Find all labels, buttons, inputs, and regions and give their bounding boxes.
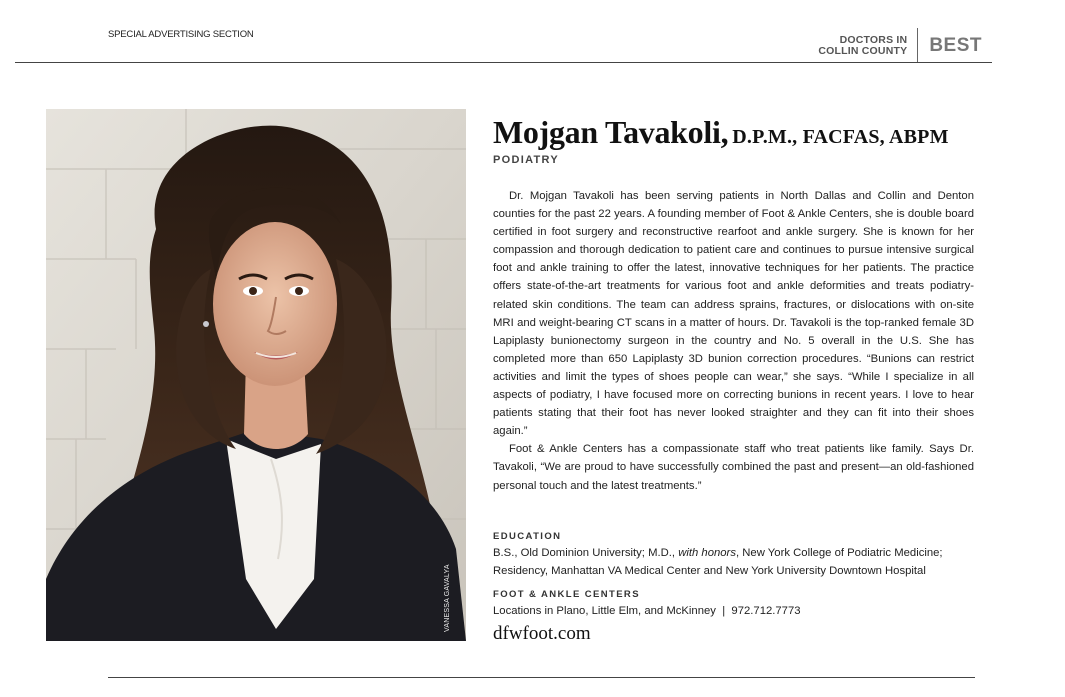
brand-line-2: COLLIN COUNTY — [818, 45, 908, 57]
education-honors: with honors — [678, 547, 736, 559]
education-label: EDUCATION — [493, 531, 562, 542]
brand-line-1: DOCTORS IN — [839, 34, 908, 46]
practice-phone[interactable]: 972.712.7773 — [731, 605, 801, 617]
doctor-name-heading — [493, 114, 949, 151]
brand-word: BEST — [929, 35, 982, 56]
bio-paragraph-1: Dr. Mojgan Tavakoli has been serving patients in North Dallas and Collin and Denton counties for the past 22 years. A founding member of Foot & Ankle Centers, she is double board certified in foot surgery and reconstructive rearfoot and ankle surgery. She is known for her compassion and thorough dedication to patient care and continues to pursue intensive surgical foot and ankle training to offer the latest, innovative techniques for her patients. The practice offers state-of-the-art treatments for various foot and ankle deformities and treats podiatry-related skin conditions. The team can address sprains, fractures, or dislocations with on-site MRI and weight-bearing CT scans in a matter of hours. Dr. Tavakoli is the top-ranked female 3D Lapiplasty bunionectomy surgeon in the country and No. 5 overall in the U.S. She has completed more than 650 Lapiplasty 3D bunion correction procedures. “Bunions can restrict activities and limit the types of shoes people can wear,” she says. “While I specialize in all aspects of podiatry, I have focused more on correcting bunions in recent years. I love to hear patients stating that their foot has never looked straighter and they can fit into their shoes again.” — [493, 190, 974, 438]
magazine-brand — [818, 28, 982, 62]
practice-website-link[interactable]: dfwfoot.com — [493, 623, 591, 644]
brand-subtitle — [818, 28, 918, 62]
photo-credit: VANESSA GAVALYA — [444, 564, 451, 632]
education-text — [493, 545, 974, 580]
footer-divider — [108, 677, 975, 678]
practice-locations: Locations in Plano, Little Elm, and McKinney — [493, 605, 716, 617]
doctor-portrait-photo — [46, 109, 466, 641]
doctor-name: Mojgan Tavakoli, — [493, 114, 729, 150]
header-divider — [15, 62, 992, 63]
education-text-part-2: , New York College of Podiatric Medicine; Residency, Manhattan VA Medical Center and New York University Downtown Hospital — [493, 547, 943, 577]
advertising-section-label: SPECIAL ADVERTISING SECTION — [108, 29, 254, 40]
education-text-part-1: B.S., Old Dominion University; M.D., — [493, 547, 679, 559]
contact-separator: | — [722, 605, 726, 617]
practice-label: FOOT & ANKLE CENTERS — [493, 589, 640, 600]
doctor-credentials: D.P.M., FACFAS, ABPM — [732, 126, 949, 148]
practice-contact — [493, 603, 974, 621]
specialty-label: PODIATRY — [493, 154, 560, 166]
bio-paragraph-2: Foot & Ankle Centers has a compassionate staff who treat patients like family. Says Dr. Tavakoli, “We are proud to have successfully combined the past and present—an old-fashioned personal touch and the latest treatments.” — [493, 443, 974, 492]
portrait-illustration — [46, 109, 466, 641]
doctor-biography — [493, 187, 974, 495]
